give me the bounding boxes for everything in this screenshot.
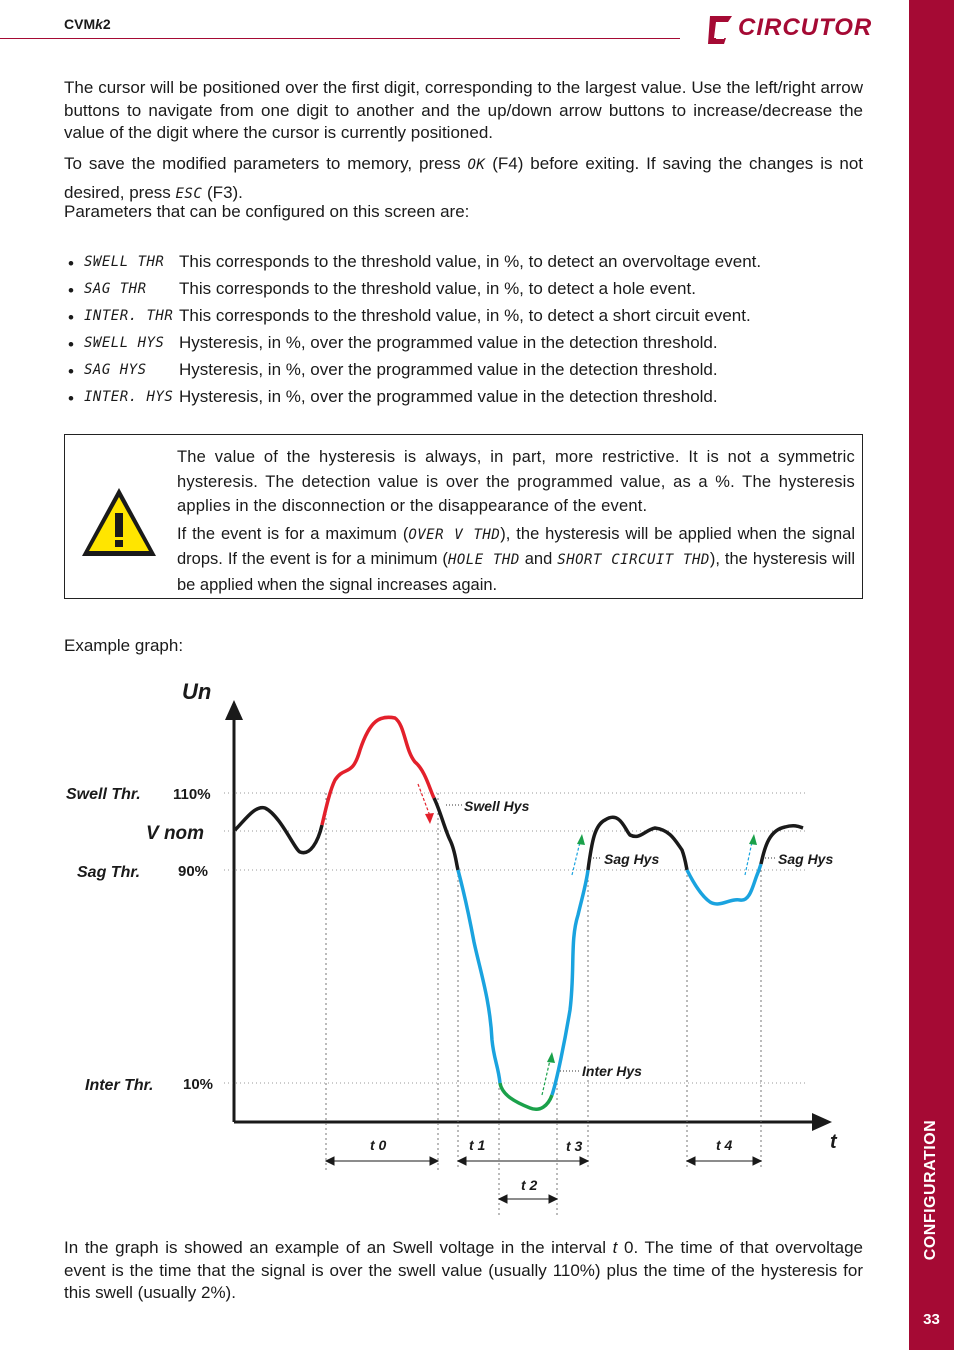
inter-hys-arrow xyxy=(542,1060,550,1095)
warning-note xyxy=(64,434,863,599)
level-value: 10% xyxy=(183,1076,214,1093)
brand-name: CIRCUTOR xyxy=(738,14,873,41)
list-item: • SWELL THR This corresponds to the threshold value, in %, to detect an overvoltage event. xyxy=(68,252,762,273)
y-axis-arrow xyxy=(225,700,243,720)
signal-normal-start xyxy=(235,808,322,853)
bottom-paragraph: In the graph is showed an example of an Swell voltage in the interval t 0. The time of that overvoltage event is the time that the signal is over the swell value (usually 110%) plus the time of the hysteresis for this swell (usually 2%). xyxy=(64,1238,863,1302)
level-value: 110% xyxy=(173,786,211,803)
level-value: 90% xyxy=(178,863,209,880)
signal-recovery xyxy=(552,870,588,1095)
signal-swell xyxy=(322,717,434,825)
level-name: Sag Thr. xyxy=(77,864,141,881)
x-axis-label: t xyxy=(830,1131,837,1153)
level-name: Swell Thr. xyxy=(66,786,141,803)
header-rule xyxy=(0,38,680,39)
model-name: CVMk2 xyxy=(64,16,111,32)
intro-paragraph-3: Parameters that can be configured on this screen are: xyxy=(64,202,470,221)
signal-sag-interrupt xyxy=(458,870,500,1083)
level-name: Inter Thr. xyxy=(85,1077,154,1094)
page-number: 33 xyxy=(923,1311,940,1328)
interval-label: t 3 xyxy=(566,1138,583,1154)
sag-hys-arrowhead-2 xyxy=(749,834,757,845)
interval-label: t 2 xyxy=(521,1177,538,1193)
swell-hys-arrow xyxy=(418,784,430,816)
parameter-list xyxy=(68,251,868,413)
inter-hys-arrowhead xyxy=(547,1052,555,1063)
warning-icon xyxy=(79,485,159,559)
intro-paragraph-1: The cursor will be positioned over the first digit, corresponding to the largest value. Use the left/right arrow buttons to navigate from one digit to another and the up/down arrow buttons to increase/decrease the value of the digit where the cursor is currently positioned. xyxy=(64,78,863,142)
voltage-event-chart xyxy=(60,670,860,1220)
section-label: CONFIGURATION xyxy=(922,1119,939,1261)
sag-hys-arrowhead-1 xyxy=(577,834,585,845)
hys-label: Swell Hys xyxy=(464,798,530,814)
signal-interruption xyxy=(500,1083,552,1109)
hys-label: Sag Hys xyxy=(778,851,834,867)
level-name: V nom xyxy=(146,823,205,844)
x-axis-arrow xyxy=(812,1113,832,1131)
y-axis-label: Un xyxy=(182,679,212,704)
list-item: • INTER. THR This corresponds to the threshold value, in %, to detect a short circuit event. xyxy=(68,306,751,327)
list-item: • SAG HYS Hysteresis, in %, over the programmed value in the detection threshold. xyxy=(68,360,718,381)
swell-hys-arrowhead xyxy=(425,813,434,824)
hys-label: Sag Hys xyxy=(604,851,660,867)
interval-label: t 4 xyxy=(716,1137,733,1153)
list-item: • INTER. HYS Hysteresis, in %, over the programmed value in the detection threshold. xyxy=(68,387,718,408)
list-item: • SAG THR This corresponds to the threshold value, in %, to detect a hole event. xyxy=(68,279,696,300)
interval-label: t 1 xyxy=(469,1137,486,1153)
intro-paragraph-2: To save the modified parameters to memory, press OK (F4) before exiting. If saving the changes is not desired, press ESC (F3). xyxy=(64,154,864,202)
hys-label: Inter Hys xyxy=(582,1063,642,1079)
interval-label: t 0 xyxy=(370,1137,387,1153)
note-text: The value of the hysteresis is always, in part, more restrictive. It is not a symmetric hysteresis. The detection value is over the programmed value, as a %. The hysteresis applies in the disconnection or the disappearance of the event. If the event is for a maximum (OVER V THD), the hysteresis will be applied when the signal drops. If the event is for a minimum (HOLE THD and SHORT CIRCUIT THD), the hysteresis will be applied when the signal increases again. xyxy=(177,448,856,594)
example-label: Example graph: xyxy=(64,636,184,655)
list-item: • SWELL HYS Hysteresis, in %, over the programmed value in the detection threshold. xyxy=(68,333,718,354)
